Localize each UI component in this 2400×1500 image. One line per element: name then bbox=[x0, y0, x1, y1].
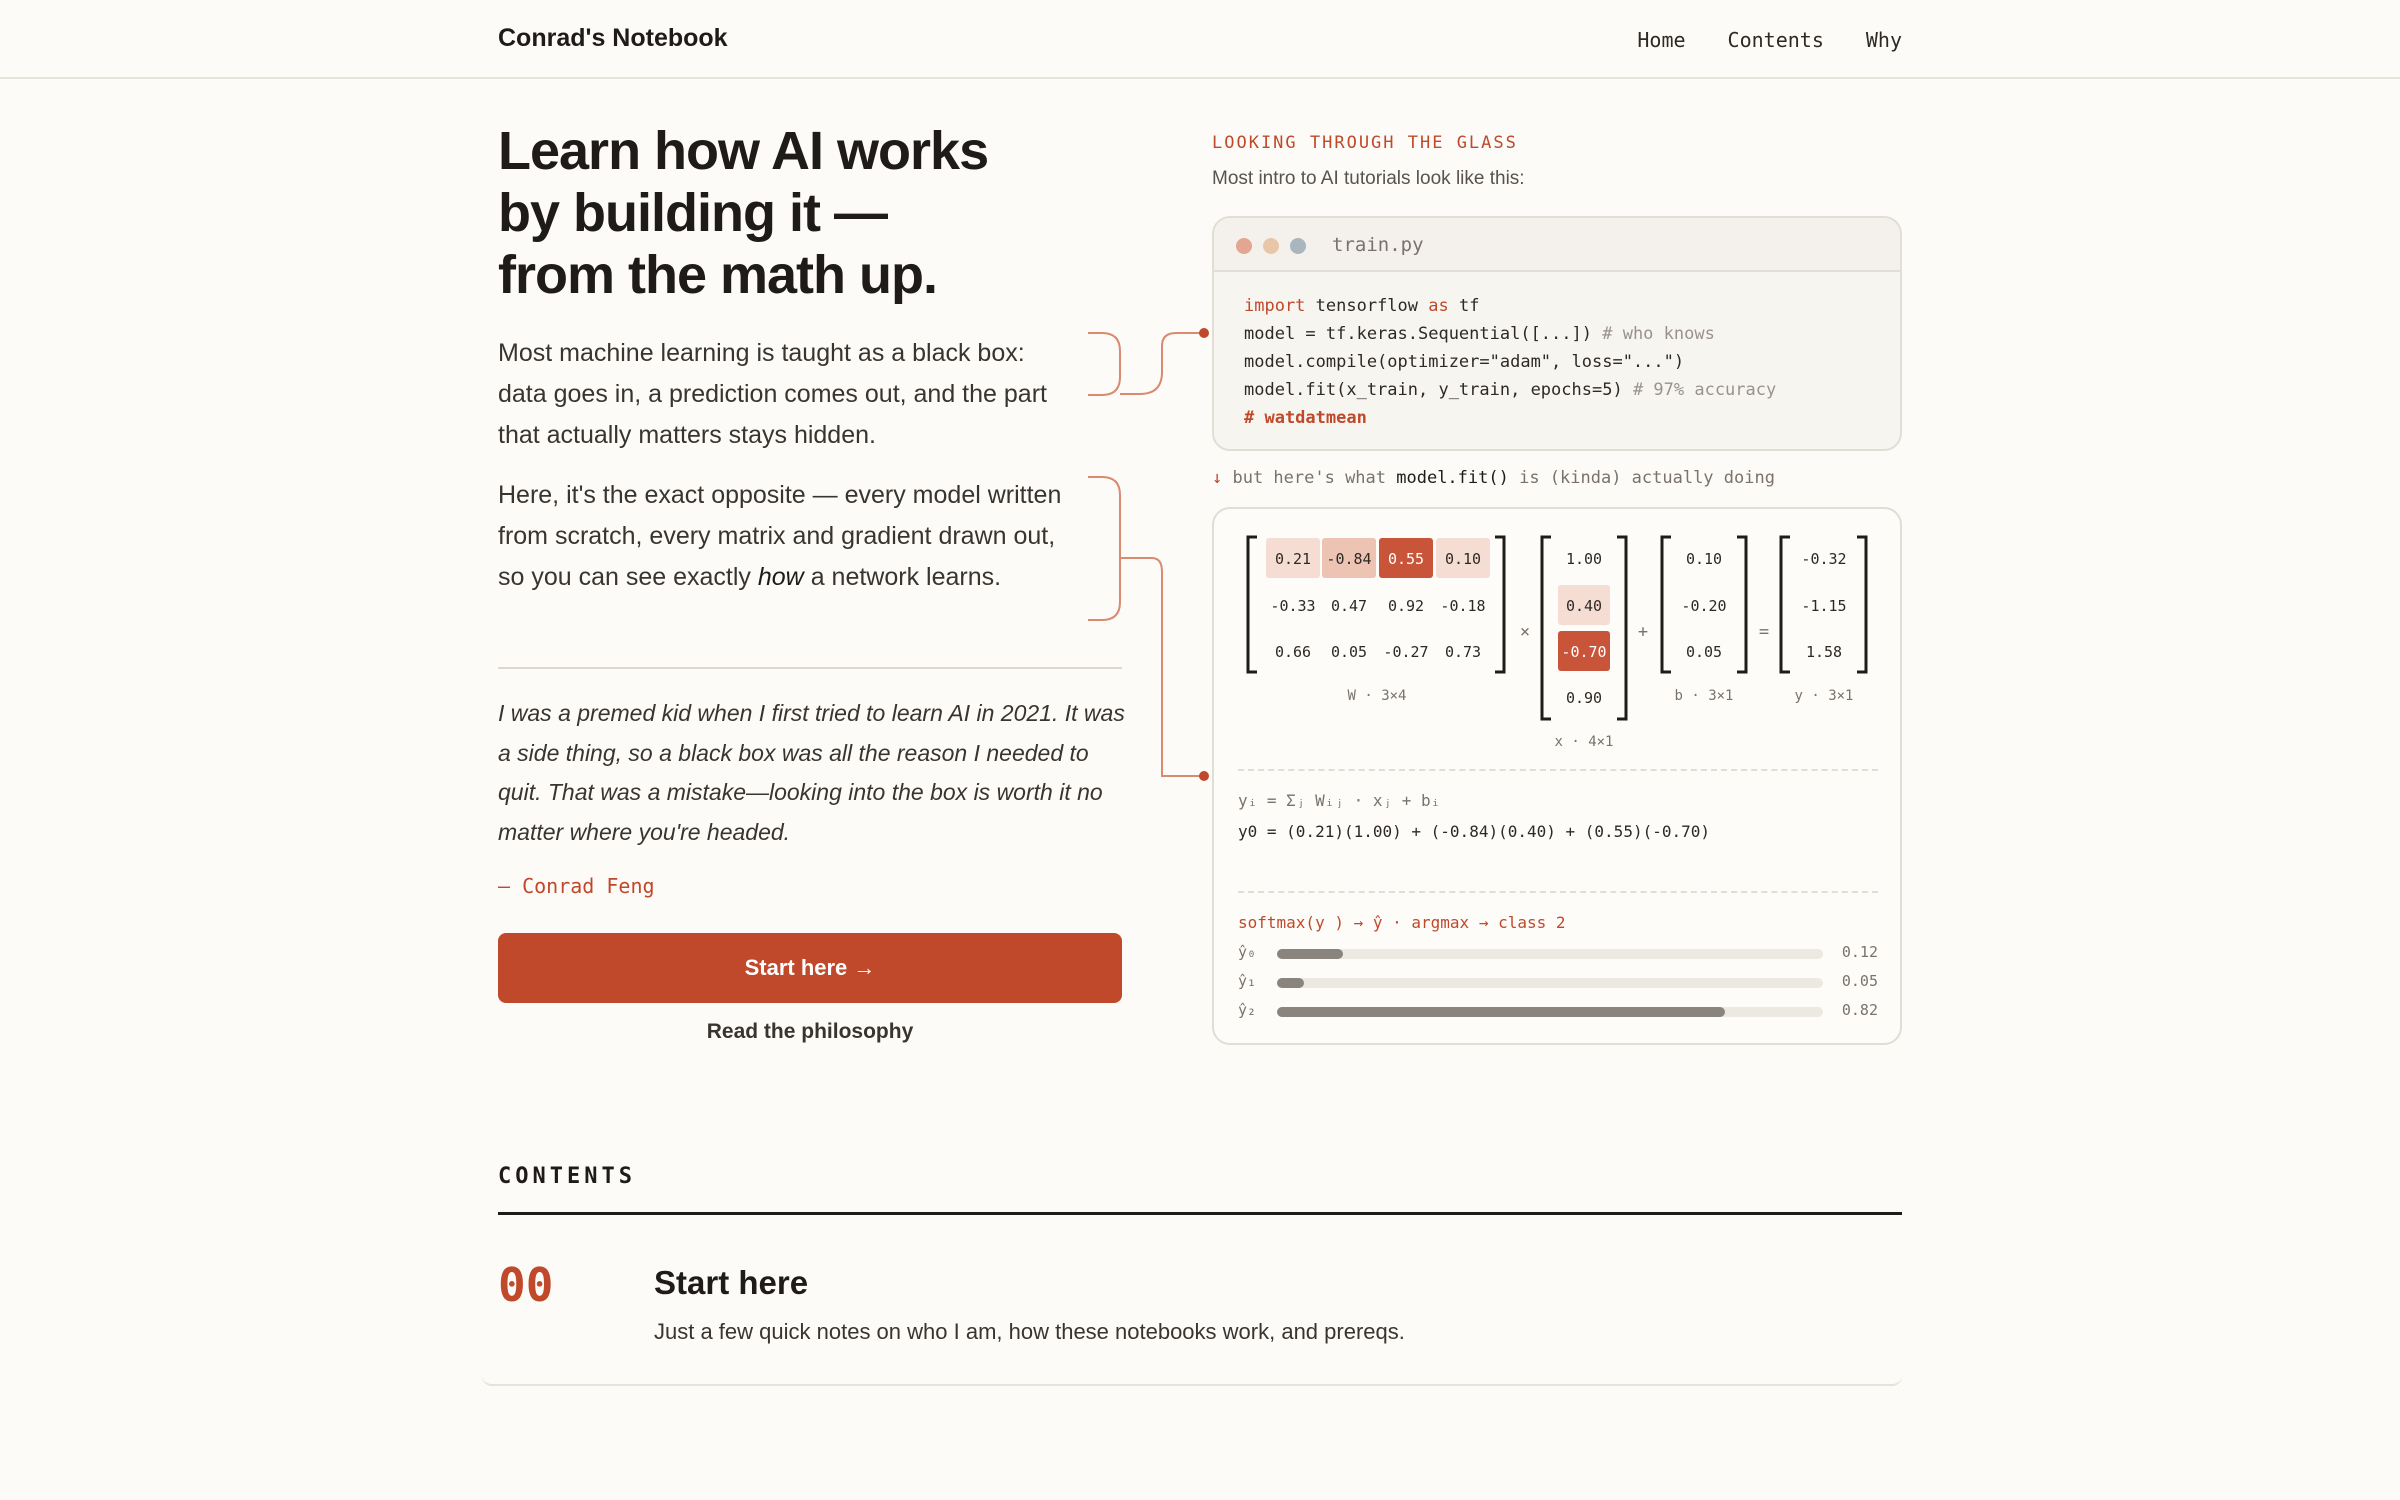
hero-paragraph-text: a network learns. bbox=[803, 563, 1002, 591]
dashed-divider bbox=[1238, 891, 1878, 893]
probability-value: 0.12 bbox=[1841, 943, 1878, 961]
equation-general: yᵢ = Σⱼ Wᵢⱼ · xⱼ + bᵢ bbox=[1238, 791, 1441, 810]
probability-row bbox=[1238, 1001, 1878, 1021]
matrix-label-y: y · 3×1 bbox=[1794, 688, 1854, 704]
code-line bbox=[1244, 348, 1900, 376]
code-line bbox=[1244, 404, 1900, 432]
contents-heading: CONTENTS bbox=[498, 1164, 636, 1189]
top-bar bbox=[0, 0, 2400, 79]
probability-track bbox=[1277, 949, 1823, 959]
code-filename: train.py bbox=[1332, 234, 1424, 256]
matrix-cell-w: 0.55 bbox=[1387, 550, 1425, 568]
matrix-bracket bbox=[1781, 537, 1790, 672]
probability-value: 0.05 bbox=[1841, 972, 1878, 990]
matrix-cell-w: 0.05 bbox=[1330, 643, 1368, 661]
section-eyebrow: LOOKING THROUGH THE GLASS bbox=[1212, 133, 1518, 153]
matrix-card bbox=[1212, 507, 1902, 1045]
probability-label: ŷ₁ bbox=[1238, 972, 1257, 990]
quote-author: — Conrad Feng bbox=[498, 874, 655, 898]
probability-track bbox=[1277, 1007, 1823, 1017]
code-window-titlebar bbox=[1214, 218, 1900, 272]
matrix-cell-w: -0.84 bbox=[1326, 550, 1372, 568]
hero-paragraph-emphasis: how bbox=[757, 563, 804, 591]
operator-multiply: × bbox=[1519, 622, 1531, 642]
vector-cell-b: 0.10 bbox=[1685, 550, 1723, 568]
probability-value: 0.82 bbox=[1841, 1001, 1878, 1019]
probability-label: ŷ₀ bbox=[1238, 943, 1257, 961]
connector-dot bbox=[1199, 771, 1209, 781]
matrix-bracket bbox=[1662, 537, 1671, 672]
vector-cell-y: -0.32 bbox=[1801, 550, 1847, 568]
operator-equals: = bbox=[1758, 622, 1770, 642]
fit-caption-text: but here's what bbox=[1222, 468, 1397, 488]
vector-cell-b: -0.20 bbox=[1681, 597, 1727, 615]
code-block bbox=[1214, 272, 1900, 432]
code-token: import bbox=[1244, 296, 1306, 316]
fit-caption bbox=[1212, 468, 1775, 488]
brand-logo[interactable]: Conrad's Notebook bbox=[498, 24, 728, 52]
operator-plus: + bbox=[1637, 622, 1649, 642]
vector-cell-y: 1.58 bbox=[1805, 643, 1843, 661]
main-nav bbox=[1637, 28, 1902, 52]
matrix-cell-w: 0.92 bbox=[1387, 597, 1425, 615]
hero-title-line: by building it — bbox=[498, 183, 887, 243]
fit-caption-text: is (kinda) actually doing bbox=[1508, 468, 1775, 488]
read-philosophy-link[interactable]: Read the philosophy bbox=[706, 1020, 914, 1043]
window-dot-red-icon bbox=[1236, 238, 1252, 254]
section-intro: Most intro to AI tutorials look like this: bbox=[1212, 168, 1525, 189]
matrix-cell-w: 0.66 bbox=[1274, 643, 1312, 661]
code-token: model = tf.keras.Sequential([...]) bbox=[1244, 324, 1603, 344]
start-here-button[interactable]: Start here → bbox=[498, 933, 1122, 1003]
matrix-cell-w: -0.33 bbox=[1270, 597, 1316, 615]
vector-cell-x: 1.00 bbox=[1565, 550, 1603, 568]
softmax-caption: softmax(y ) → ŷ · argmax → class 2 bbox=[1238, 913, 1566, 932]
matrix-diagram bbox=[1214, 509, 1904, 769]
matrix-label-x: x · 4×1 bbox=[1554, 734, 1614, 750]
connector-lines bbox=[1080, 320, 1223, 800]
contents-entry-start-here[interactable] bbox=[482, 1218, 1902, 1386]
code-window bbox=[1212, 216, 1902, 451]
code-token: # watdatmean bbox=[1244, 408, 1367, 428]
matrix-cell-w: 0.21 bbox=[1274, 550, 1312, 568]
entry-description: Just a few quick notes on who I am, how these notebooks work, and prereqs. bbox=[654, 1319, 1405, 1344]
code-token: as bbox=[1428, 296, 1449, 316]
nav-contents[interactable]: Contents bbox=[1727, 28, 1824, 52]
code-line bbox=[1244, 292, 1900, 320]
matrix-cell-w: -0.18 bbox=[1440, 597, 1486, 615]
contents-rule bbox=[498, 1212, 1902, 1215]
code-token: # 97% accuracy bbox=[1632, 380, 1777, 400]
matrix-label-w: W · 3×4 bbox=[1347, 688, 1407, 704]
hero-paragraph-opposite bbox=[498, 475, 1078, 598]
code-line bbox=[1244, 376, 1900, 404]
dashed-divider bbox=[1238, 769, 1878, 771]
window-dot-blue-icon bbox=[1290, 238, 1306, 254]
matrix-cell-w: -0.27 bbox=[1383, 643, 1429, 661]
probability-track bbox=[1277, 978, 1823, 988]
fit-caption-code: model.fit() bbox=[1396, 468, 1509, 488]
probability-row bbox=[1238, 943, 1878, 963]
matrix-bracket bbox=[1542, 537, 1551, 719]
matrix-bracket bbox=[1495, 537, 1504, 672]
nav-why[interactable]: Why bbox=[1865, 28, 1902, 52]
hero-title-line: Learn how AI works bbox=[498, 121, 989, 181]
hero-title-line: from the math up. bbox=[498, 245, 937, 305]
vector-cell-x: 0.40 bbox=[1565, 597, 1603, 615]
probability-row bbox=[1238, 972, 1878, 992]
entry-title: Start here bbox=[654, 1264, 809, 1301]
divider bbox=[498, 667, 1122, 669]
matrix-label-b: b · 3×1 bbox=[1674, 688, 1734, 704]
matrix-cell-w: 0.10 bbox=[1444, 550, 1482, 568]
vector-cell-x: -0.70 bbox=[1561, 643, 1607, 661]
entry-number: 00 bbox=[498, 1258, 554, 1312]
connector-dot bbox=[1199, 328, 1209, 338]
hero-paragraph-black-box: Most machine learning is taught as a black box: data goes in, a prediction comes out, and the part that actually matters stays hidden. bbox=[498, 339, 1047, 449]
author-quote: I was a premed kid when I first tried to learn AI in 2021. It was a side thing, so a black box was all the reason I needed to quit. That was a mistake—looking into the box is worth it no matter where you're headed. bbox=[498, 700, 1125, 845]
matrix-bracket bbox=[1737, 537, 1746, 672]
window-dot-yellow-icon bbox=[1263, 238, 1279, 254]
code-token: tf bbox=[1448, 296, 1480, 316]
code-line bbox=[1244, 320, 1900, 348]
vector-cell-x: 0.90 bbox=[1565, 689, 1603, 707]
probability-fill bbox=[1277, 1007, 1725, 1017]
vector-cell-y: -1.15 bbox=[1801, 597, 1847, 615]
probability-fill bbox=[1277, 978, 1304, 988]
probability-label: ŷ₂ bbox=[1238, 1001, 1257, 1019]
code-token: model.fit(x_train, y_train, epochs=5) bbox=[1244, 380, 1633, 400]
matrix-cell-w: 0.73 bbox=[1444, 643, 1482, 661]
arrow-down-icon: ↓ bbox=[1212, 468, 1223, 488]
hero-title bbox=[498, 120, 1058, 306]
hero-paragraph-text: Here, it's the exact opposite — every model written from scratch, every matrix and gradient drawn out, so you can see exactly bbox=[498, 481, 1062, 591]
probability-fill bbox=[1277, 949, 1343, 959]
matrix-bracket bbox=[1857, 537, 1866, 672]
matrix-bracket bbox=[1248, 537, 1257, 672]
code-token: model.compile(optimizer="adam", loss="...") bbox=[1244, 352, 1685, 372]
matrix-bracket bbox=[1617, 537, 1626, 719]
equation-example: y0 = (0.21)(1.00) + (-0.84)(0.40) + (0.55)(-0.70) bbox=[1238, 822, 1711, 841]
matrix-cell-w: 0.47 bbox=[1330, 597, 1368, 615]
nav-home[interactable]: Home bbox=[1637, 28, 1686, 52]
code-token: # who knows bbox=[1602, 324, 1715, 344]
vector-cell-b: 0.05 bbox=[1685, 643, 1723, 661]
code-token: tensorflow bbox=[1305, 296, 1429, 316]
